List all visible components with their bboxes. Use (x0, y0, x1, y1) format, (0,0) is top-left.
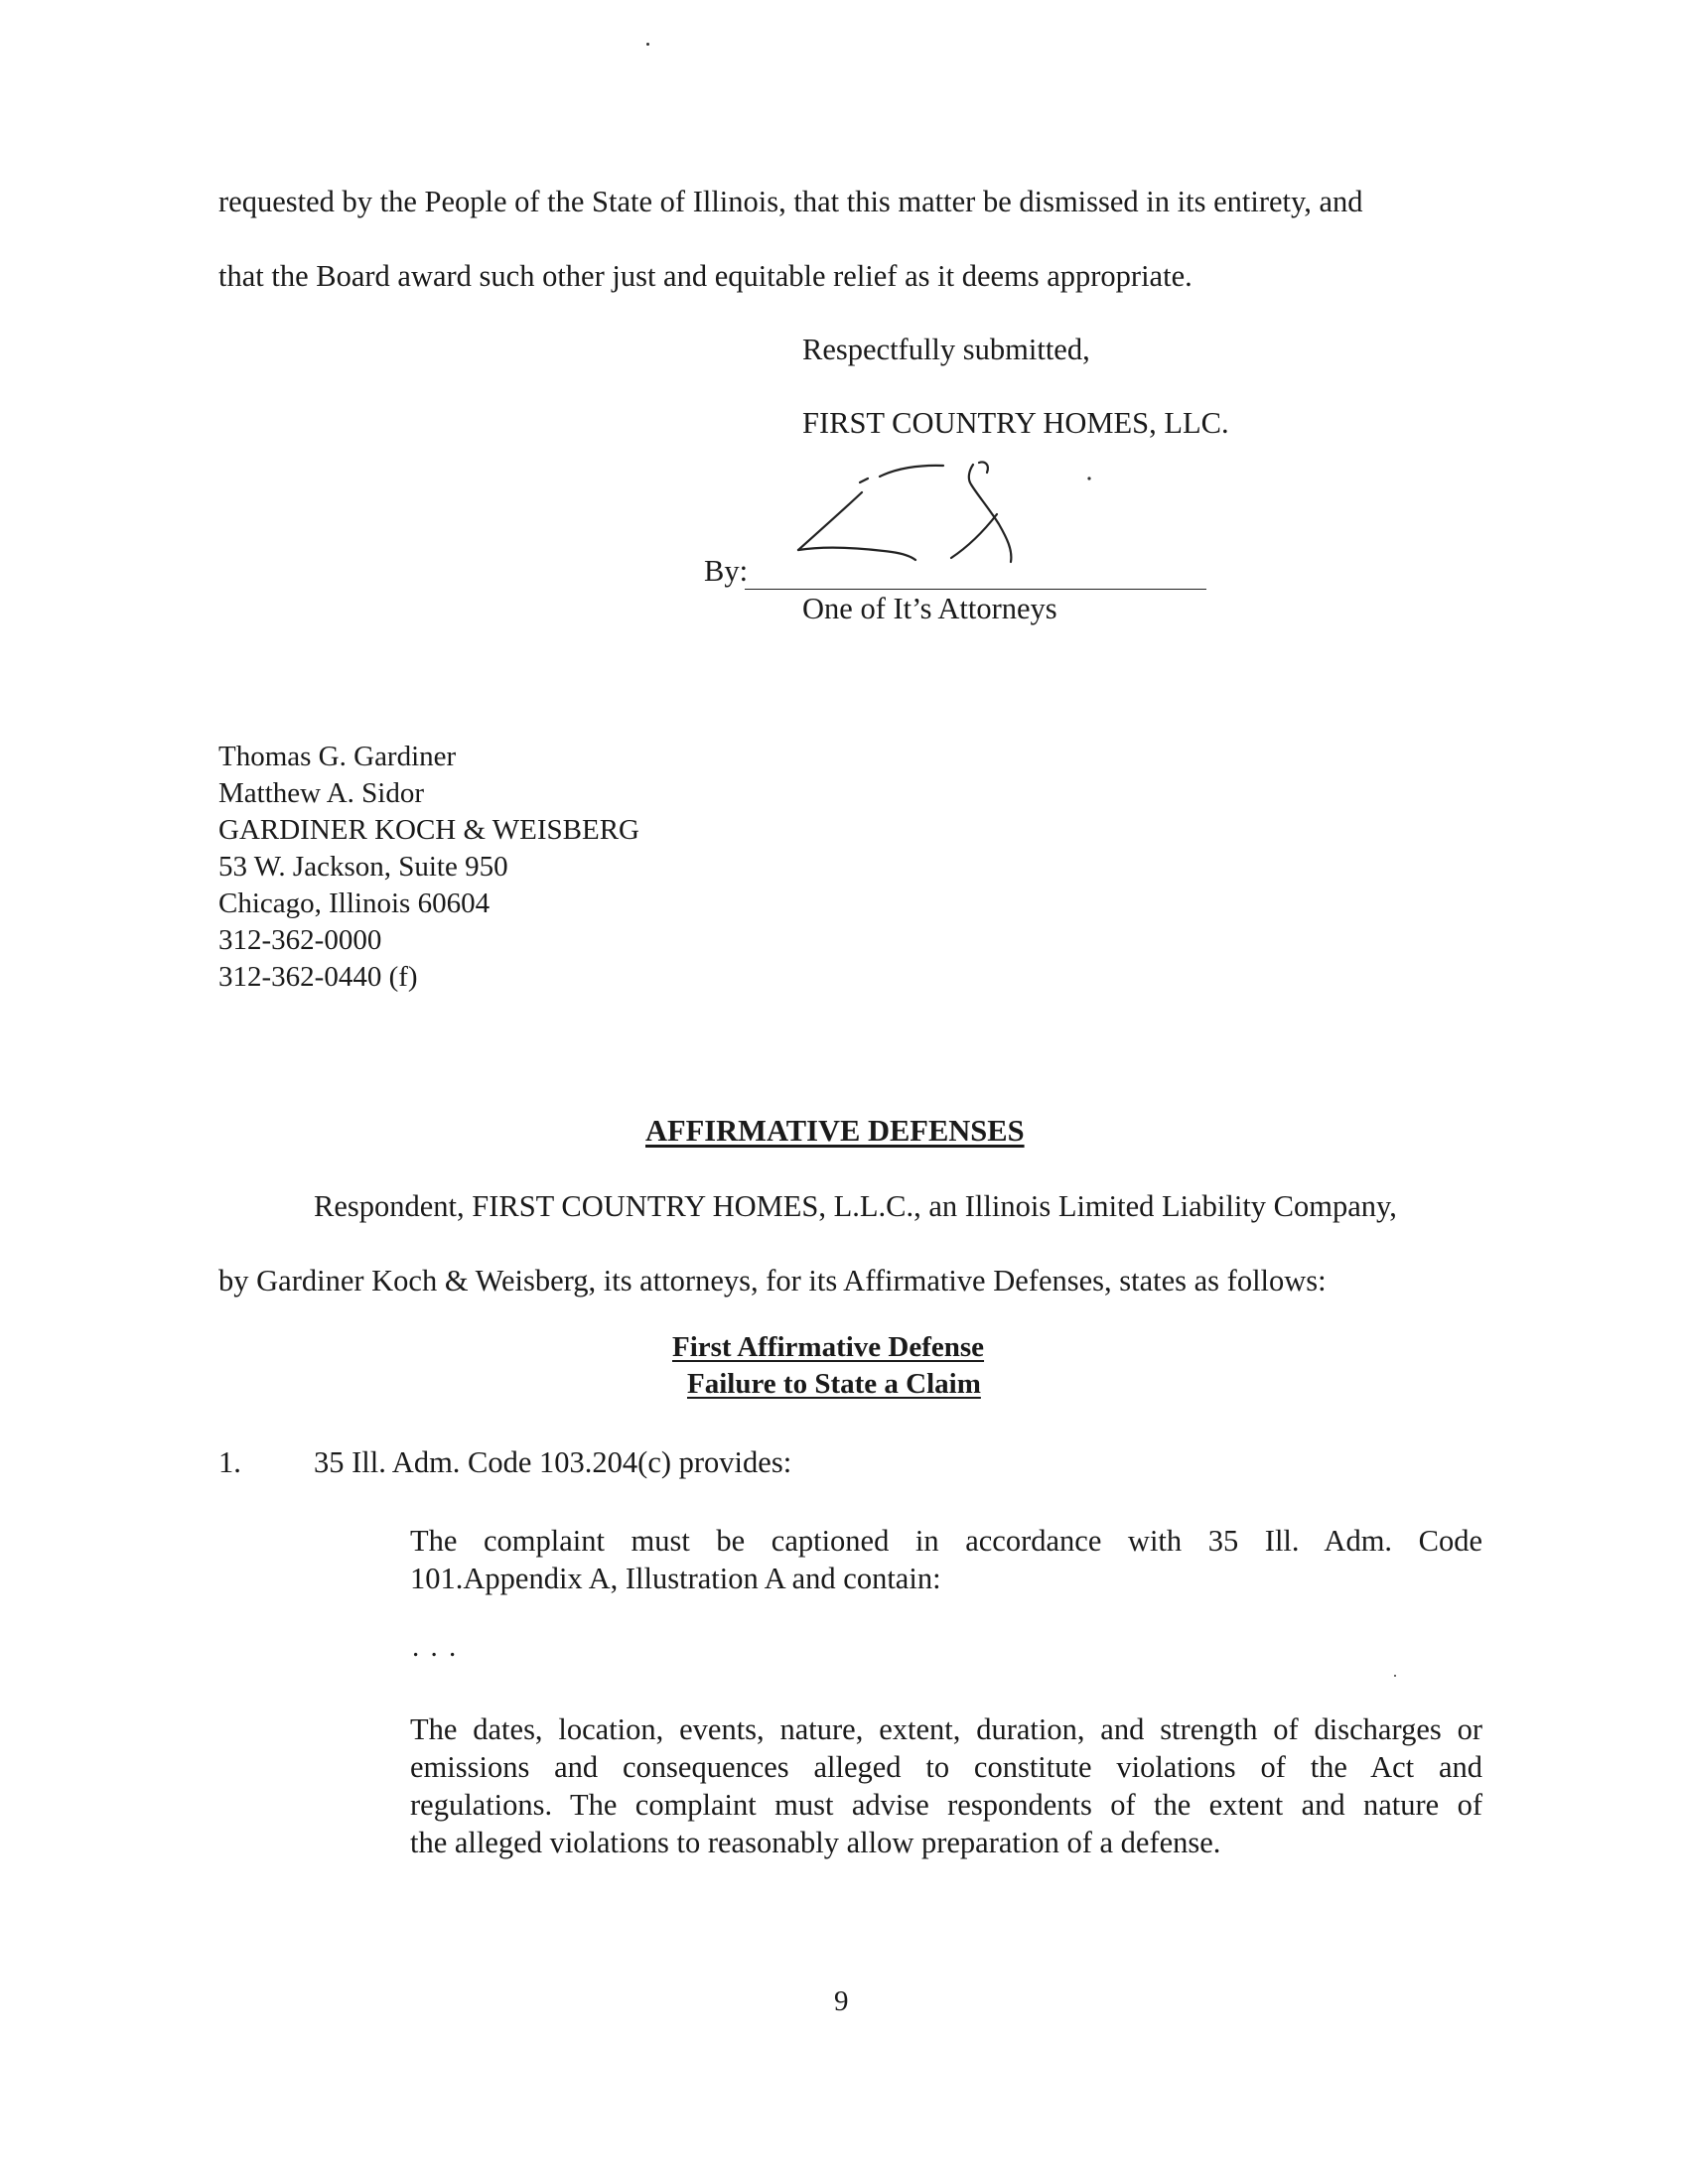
quote-ellipsis: . . . (412, 1631, 459, 1663)
closing-respectfully: Respectfully submitted, (802, 333, 1090, 366)
quote-line: The dates, location, events, nature, extent, duration, and strength of discharges or (410, 1712, 1482, 1746)
quote-line: the alleged violations to reasonably allow preparation of a defense. (410, 1826, 1221, 1859)
paragraph-number: 1. (218, 1445, 241, 1479)
quote-line: regulations. The complaint must advise respondents of the extent and nature of (410, 1788, 1482, 1822)
quote-line: 101.Appendix A, Illustration A and contain: (410, 1562, 941, 1595)
counsel-line: 53 W. Jackson, Suite 950 (218, 851, 508, 883)
counsel-line: Chicago, Illinois 60604 (218, 887, 491, 919)
block-quote (410, 1522, 1482, 1597)
block-quote (410, 1710, 1482, 1861)
signature-line (745, 589, 1206, 590)
quote-line: emissions and consequences alleged to constitute violations of the Act and (410, 1750, 1482, 1784)
page-number: 9 (834, 1985, 849, 2017)
scan-speck (646, 43, 649, 46)
paragraph-text: 35 Ill. Adm. Code 103.204(c) provides: (314, 1445, 792, 1479)
counsel-line: GARDINER KOCH & WEISBERG (218, 814, 639, 846)
signature-caption: One of It’s Attorneys (802, 592, 1057, 625)
section-title: AFFIRMATIVE DEFENSES (645, 1114, 1025, 1148)
scan-speck (1394, 1675, 1396, 1677)
body-line-1: requested by the People of the State of Illinois, that this matter be dismissed in its entirety, and (218, 185, 1363, 218)
defense-subheading: Failure to State a Claim (687, 1368, 981, 1400)
intro-line-2: by Gardiner Koch & Weisberg, its attorneys, for its Affirmative Defenses, states as follows: (218, 1264, 1327, 1297)
attorney-signature (784, 455, 1112, 594)
defense-heading: First Affirmative Defense (672, 1331, 985, 1363)
intro-line-1: Respondent, FIRST COUNTRY HOMES, L.L.C., an Illinois Limited Liability Company, (314, 1189, 1397, 1223)
counsel-line: 312-362-0000 (218, 924, 382, 956)
counsel-block (218, 743, 639, 1000)
closing-firm-name: FIRST COUNTRY HOMES, LLC. (802, 406, 1229, 440)
counsel-line: Thomas G. Gardiner (218, 741, 457, 772)
counsel-line: 312-362-0440 (f) (218, 961, 418, 993)
quote-line: The complaint must be captioned in accordance with 35 Ill. Adm. Code (410, 1524, 1482, 1558)
counsel-line: Matthew A. Sidor (218, 777, 425, 809)
body-line-2: that the Board award such other just and equitable relief as it deems appropriate. (218, 259, 1193, 293)
by-label: By: (704, 554, 749, 588)
